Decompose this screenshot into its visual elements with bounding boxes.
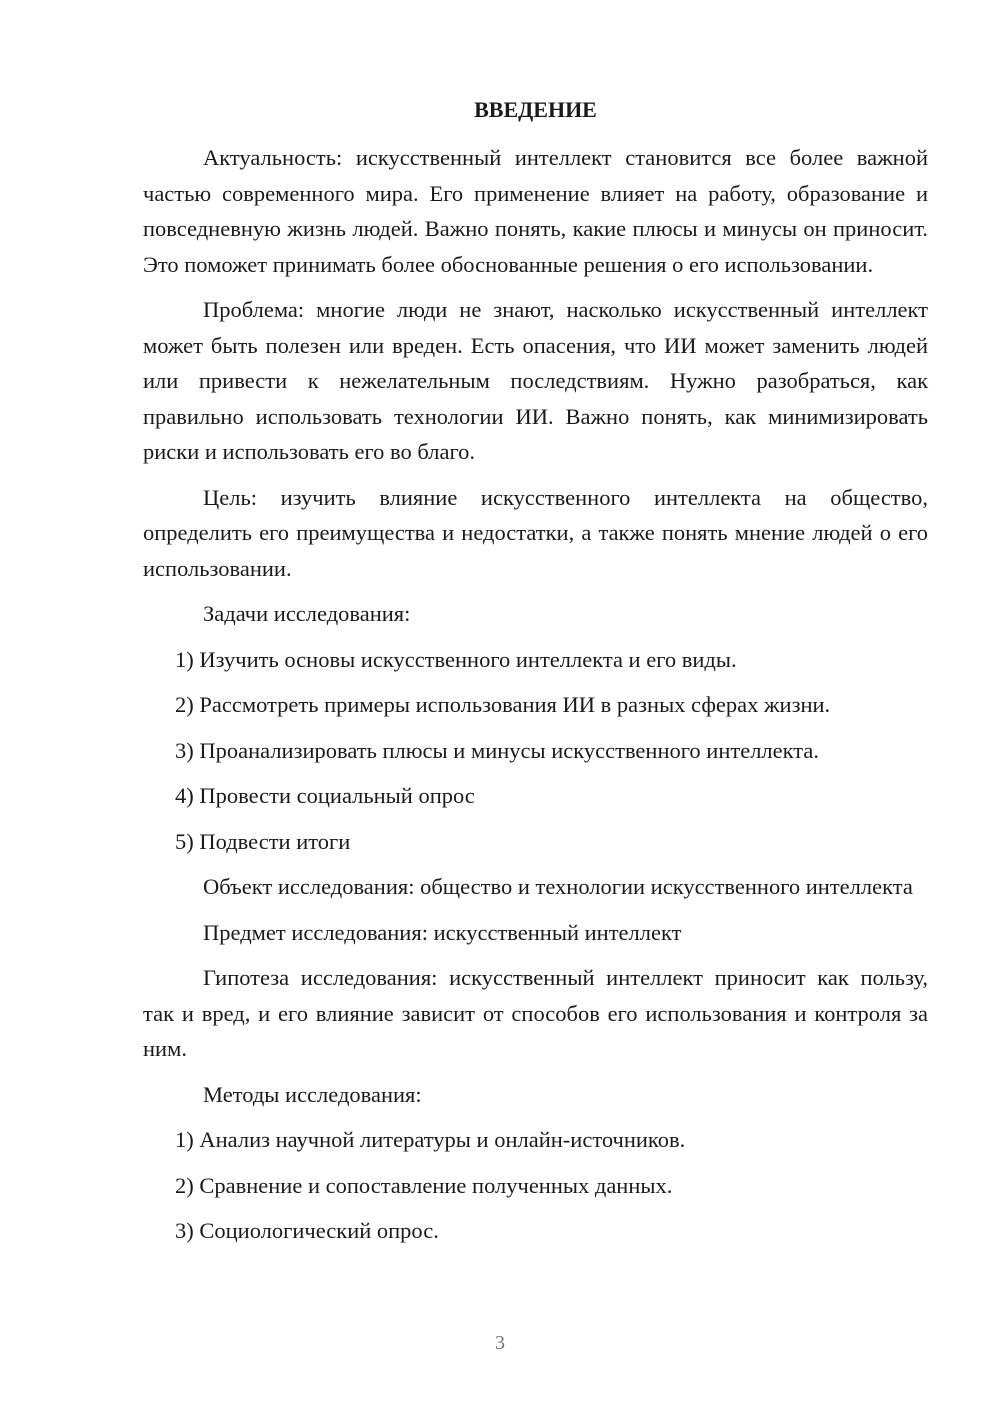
subject-paragraph: Предмет исследования: искусственный интеллект bbox=[203, 919, 682, 945]
object-paragraph: Объект исследования: общество и технологии искусственного интеллекта bbox=[203, 874, 913, 899]
goal-paragraph: Цель: изучить влияние искусственного интеллекта на общество, определить его преимущества и недостатки, а также понять мнение людей о его использовании. bbox=[143, 484, 928, 581]
task-item: 5) Подвести итоги bbox=[175, 828, 351, 854]
page-number: 3 bbox=[495, 1332, 505, 1354]
section-title: ВВЕДЕНИЕ bbox=[474, 97, 597, 122]
method-item: 3) Социологический опрос. bbox=[175, 1218, 439, 1243]
task-item: 4) Провести социальный опрос bbox=[175, 783, 475, 808]
page-content bbox=[143, 92, 928, 1259]
tasks-list bbox=[143, 642, 928, 860]
task-item: 3) Проанализировать плюсы и минусы искусственного интеллекта. bbox=[175, 737, 819, 763]
hypothesis-paragraph: Гипотеза исследования: искусственный интеллект приносит как пользу, так и вред, и его влияние зависит от способов его использования и контроля за ним. bbox=[143, 965, 928, 1061]
task-item: 2) Рассмотреть примеры использования ИИ в разных сферах жизни. bbox=[175, 692, 831, 717]
methods-list bbox=[143, 1122, 928, 1249]
method-item: 1) Анализ научной литературы и онлайн-источников. bbox=[175, 1127, 686, 1152]
tasks-label: Задачи исследования: bbox=[203, 601, 411, 626]
methods-label: Методы исследования: bbox=[203, 1081, 422, 1107]
method-item: 2) Сравнение и сопоставление полученных данных. bbox=[175, 1172, 673, 1198]
problem-paragraph: Проблема: многие люди не знают, насколько искусственный интеллект может быть полезен или вреден. Есть опасения, что ИИ может заменить людей или привести к нежелательным последствиям. Нужно разобраться, как правильно использовать технологии ИИ. Важно понять, как минимизировать риски и использовать его во благо. bbox=[143, 297, 928, 464]
relevance-paragraph: Актуальность: искусственный интеллект становится все более важной частью современного мира. Его применение влияет на работу, образование и повседневную жизнь людей. Важно понять, какие плюсы и минусы он приносит. Это поможет принимать более обоснованные решения о его использовании. bbox=[143, 145, 928, 277]
task-item: 1) Изучить основы искусственного интеллекта и его виды. bbox=[175, 646, 737, 672]
